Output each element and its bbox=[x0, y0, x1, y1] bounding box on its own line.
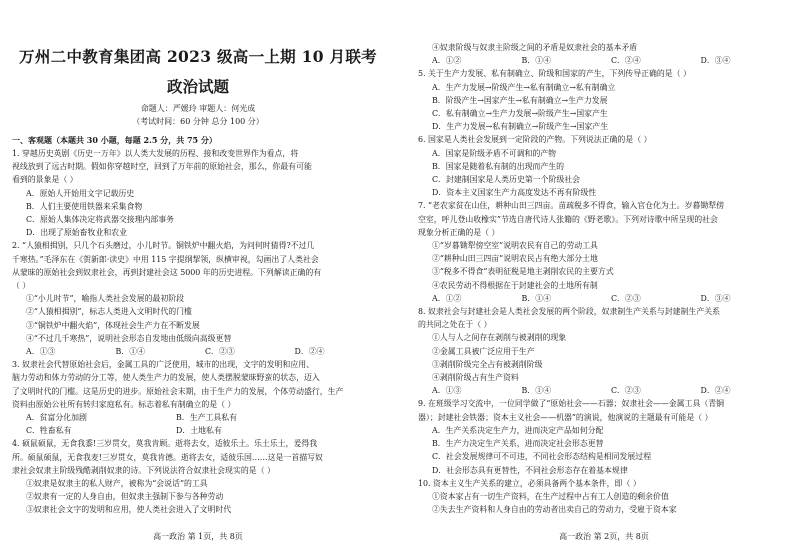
answer-options: A．①② B．①④ C．②③ D．③④ bbox=[432, 293, 731, 303]
exam-title: 万州二中教育集团高 2023 级高一上期 10 月联考 bbox=[19, 47, 377, 66]
page-footer: 高一政治 第 2页，共 8页 bbox=[559, 532, 649, 541]
answer-options: A．①② B．①④ C．②④ D．③④ bbox=[432, 56, 731, 66]
question-1: 1. 穿越历史英剧《历史一万年》以人类大发展的历程、接和改变世界作为看点，将 视线放到了远古时期。假如你穿越时空，回到了万年前的原始社会，那么，你最有可能 看到的景象是（ ） A．原始人开始用文字记载历史 B．人们主要使用铁器来采集食物 C．原始人集体决定将武器交接理内部事务 D．出现了原始畜牧业和农业 bbox=[12, 149, 312, 238]
question-10: 10. 资本主义生产关系的建立，必须具备两个基本条件，即（ ） ①资本家占有一切生产资料，在生产过程中占有工人创造的剩余价值 ②失去生产资料和人身自由的劳动者出卖自己的劳动力，受雇于资本家 bbox=[418, 478, 677, 515]
page-footer: 高一政治 第 1页，共 8页 bbox=[153, 532, 243, 541]
question-3: 3. 奴隶社会代替原始社会后，金属工具的广泛使用，城市的出现，文字的发明和应用、 脑力劳动和体力劳动的分工等，使人类生产力的发展，使人类摆脱蒙昧野蛮的状态，迈入 了文明时代的门槛。这是历史的进步。原始社会末期，由于生产力的发展，个体劳动盛行，生产 资料由原始公社所有转归家庭私有。标志着私有制确立的是（ ） A．贫富分化加剧 B．生产工具私有 C．牲畜私有 D．土地私有 bbox=[12, 360, 344, 436]
section-heading: 一、客观题（本题共 30 小题，每题 2.5 分，共 75 分） bbox=[12, 135, 217, 145]
question-7: 7. “老农家贫在山住，耕种山田三四亩。苗疏税多不得食，输入官仓化为土。岁暮锄犁傍 空室，呼儿登山收橡实”节选自唐代诗人张籍的《野老歌》。下列对诗歌中所呈现的社会 现象分析正确的是（ ） ①“岁暮锄犁傍空室”说明农民有自己的劳动工具 ②“耕种山田三四亩”说明农民占有绝大部分土地 ③“税多不得食”表明征税是地主剥削农民的主要方式 ④农民劳动不得根据在于封建社会的土地所有制 A．①② B．①④ C．②③ D．③④ bbox=[418, 199, 790, 305]
question-4: 4. 硕鼠硕鼠，无食我黍!三岁贯女，莫我肯顾。逝将去女，适彼乐土。乐土乐土，爰得我 所。硕鼠硕鼠，无食我麦!三岁贯女，莫我肯德。逝将去女，适彼乐国……这是一首描写奴 隶社会奴隶主阶级残酷剥削奴隶的诗。下列说法符合奴隶社会现实的是（ ） ①奴隶是奴隶主的私人财产，被称为“会说话”的工具 ②奴隶有一定的人身自由，但奴隶主强制下参与各种劳动 ③奴隶社会文字的发明和应用，使人类社会进入了文明时代 bbox=[12, 439, 323, 515]
exam-meta bbox=[12, 102, 384, 128]
left-column bbox=[12, 0, 384, 550]
question-6: 6. 国家是人类社会发展到一定阶段的产物。下列说法正确的是（ ） A．国家是阶级矛盾不可调和的产物 B．国家是随着私有制的出现而产生的 C．封建制国家是人类历史第一个阶级社会 D．资本主义国家生产力高度发达不再有阶级性 bbox=[418, 135, 652, 198]
question-5: 5. 关于生产力发展、私有制确立、阶级和国家的产生，下列传导正确的是（ ） A．生产力发展→阶级产生→私有制确立→私有制确立 B．阶级产生→国家产生→私有制确立→生产力发展 C．私有制确立→生产力发展→阶级产生→国家产生 D．生产力发展→私有制确立→阶级产生→国家产生 bbox=[418, 69, 691, 132]
setter-line: 命题人：严媛玲 审题人：何光成 bbox=[140, 104, 256, 113]
exam-subject: 政治试题 bbox=[166, 77, 229, 96]
question-2: 2. “人猿相揖别，只几个石头磨过，小儿时节。铜铁炉中翻火焰，为问何时猜得?不过几 千寒热。”毛泽东在《贺新郎·读史》中用 115 字提纲挈领，纵横审视，勾画出了人类社会 从蒙昧的原始社会到奴隶社会，再到封建社会这 5000 年的历史进程。下列解读正确的有 （ ） ①“小儿时节”，喻指人类社会发展的最初阶段 ②“人猿相揖别”，标志人类进入文明时代的门槛 ③“铜铁炉中翻火焰”，体现社会生产力在不断发展 ④“不过几千寒热”，说明社会形态自发地由低级向高级更替 A．①③ B．①④ C．②③ D．②④ bbox=[12, 239, 384, 358]
question-9: 9. 在班级学习交流中，一位同学做了“原始社会——石器；奴隶社会——金属工具（青铜 器）；封建社会铁器；资本主义社会——机器”的演说，他演说的主题最有可能是（ ） A．生产关系决定生产力，进而决定产品如何分配 B．生产力决定生产关系，进而决定社会形态更替 C．社会发展规律可不可违，不同社会形态结构是相同发展过程 D．社会形态具有更替性，不同社会形态存在着基本规律 bbox=[418, 399, 725, 475]
answer-options: A．①③ B．①④ C．②③ D．②④ bbox=[432, 386, 731, 396]
answer-options: A．①③ B．①④ C．②③ D．②④ bbox=[26, 347, 325, 357]
right-column bbox=[418, 0, 790, 550]
exam-info-line: （考试时间：60 分钟 总分 100 分） bbox=[132, 117, 264, 126]
question-4-item-4: ④奴隶阶级与奴隶主阶级之间的矛盾是奴隶社会的基本矛盾 bbox=[432, 43, 638, 52]
question-8: 8. 奴隶社会与封建社会是人类社会发展的两个阶段，奴隶制生产关系与封建制生产关系 的共同之处在于（ ） ①人与人之间存在剥削与被剥削的现象 ②金属工具被广泛应用于生产 ③剥削阶级完全占有被剥削阶级 ④剥削阶级占有生产资料 A．①③ B．①④ C．②③ D．②④ bbox=[418, 305, 790, 397]
